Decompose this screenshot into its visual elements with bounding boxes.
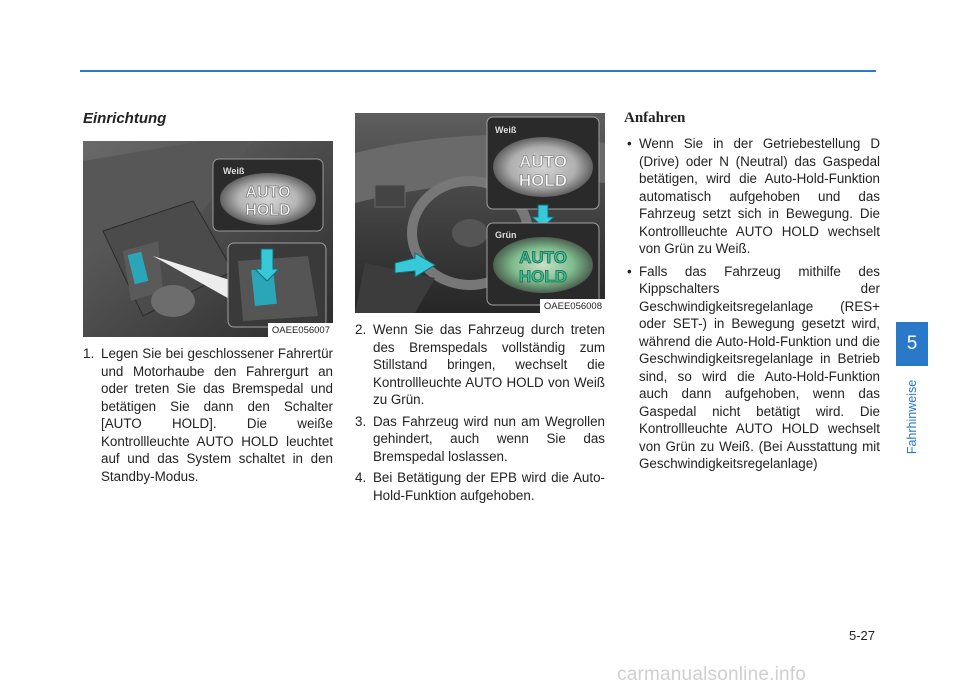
figure-caption: OAEE056007	[268, 323, 333, 337]
header-rule	[80, 70, 876, 72]
label-auto-top: AUTO	[519, 152, 567, 171]
chapter-tab: 5	[896, 322, 928, 366]
list-item: 1. Legen Sie bei geschlossener Fahrertür und Motorhaube den Fahrergurt an oder treten Sie das Bremspedal und betätigen Sie dann den Schalter [AUTO HOLD]. Die weiße Kontrollleuchte AUTO HOLD leuchtet auf und das System schaltet in den Standby-Modus.	[83, 346, 333, 484]
section-heading-anfahren: Anfahren	[624, 110, 686, 126]
figure-console-switch	[83, 141, 333, 337]
dashboard-illustration	[355, 113, 605, 313]
middle-column	[355, 108, 605, 508]
list-item: 4. Bei Betätigung der EPB wird die Auto-Hold-Funktion aufgehoben.	[355, 470, 605, 503]
list-item: • Falls das Fahrzeug mithilfe des Kippschalters der Geschwindigkeitsregelanlage (RES+ oder SET-) in Bewegung gesetzt wird, während die Auto-Hold-Funktion und die Geschwindigkeitsregelanlage in Betrieb sind, so wird die Auto-Hold-Funktion auch dann aufgehoben, wenn das Gaspedal nicht betätigt wird. Die Kontrollleuchte AUTO HOLD wechselt von Grün zu Weiß. (Bei Ausstattung mit Geschwindigkeitsregelanlage)	[627, 263, 880, 471]
list-item: 2. Wenn Sie das Fahrzeug durch treten des Bremspedals vollständig zum Stillstand bringen, wechselt die Kontrollleuchte AUTO HOLD von Weiß zu Grün.	[355, 322, 605, 407]
list-item: 3. Das Fahrzeug wird nun am Wegrollen gehindert, auch wenn Sie das Bremspedal loslassen.	[355, 413, 605, 464]
right-column	[624, 108, 880, 478]
label-hold: HOLD	[245, 202, 291, 219]
steps-list-left	[83, 345, 333, 485]
steps-list-middle	[355, 321, 605, 504]
left-column	[83, 108, 333, 489]
watermark: carmanualsonline.info	[617, 664, 807, 685]
console-illustration	[83, 141, 333, 337]
figure-dashboard-indicator	[355, 113, 605, 313]
label-hold-bottom: HOLD	[518, 267, 568, 286]
label-auto: AUTO	[245, 184, 291, 201]
figure-caption: OAEE056008	[540, 299, 605, 313]
label-gruen: Grün	[495, 230, 517, 240]
bullets-list	[624, 135, 880, 473]
label-weiss: Weiß	[223, 166, 245, 176]
list-item: • Wenn Sie in der Getriebestellung D (Drive) oder N (Neutral) das Gaspedal betätigen, wird die Auto-Hold-Funktion automatisch aufgehoben und das Fahrzeug setzt sich in Bewegung. Die Kontrollleuchte AUTO HOLD wechselt von Grün zu Weiß.	[627, 136, 880, 256]
label-hold-top: HOLD	[518, 171, 568, 190]
page-number: 5-27	[848, 628, 875, 643]
section-heading-einrichtung: Einrichtung	[83, 110, 167, 127]
label-auto-bottom: AUTO	[519, 248, 567, 267]
label-weiss-top: Weiß	[495, 125, 517, 135]
chapter-label: Fahrhinweise	[905, 379, 919, 455]
